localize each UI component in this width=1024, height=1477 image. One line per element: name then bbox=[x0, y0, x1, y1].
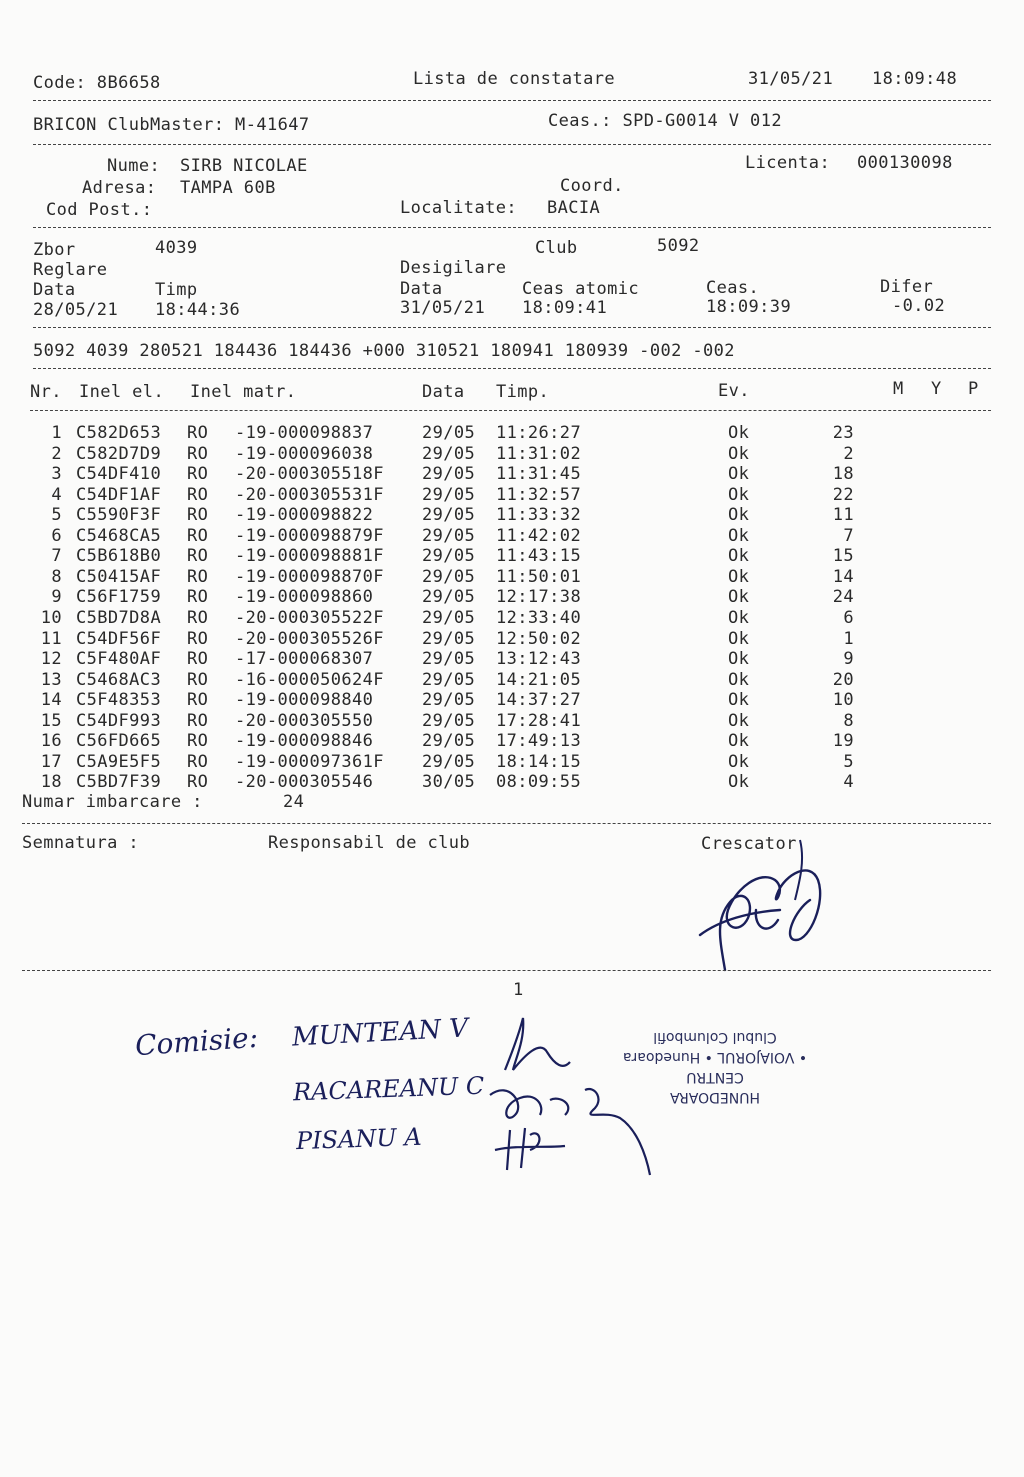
table-row bbox=[0, 629, 900, 650]
event-status: Ok bbox=[728, 751, 750, 772]
country: RO bbox=[187, 464, 209, 485]
stamp-line-3: • VOIAJORUL • Hunedoara bbox=[622, 1049, 808, 1065]
ring-number: -19-000098881F bbox=[235, 546, 384, 567]
country: RO bbox=[187, 649, 209, 670]
arrival-date: 29/05 bbox=[422, 731, 476, 752]
arrival-time: 12:50:02 bbox=[496, 628, 582, 649]
row-number: 7 bbox=[51, 546, 62, 567]
placement: 7 bbox=[843, 525, 854, 546]
reglare-date-label: Data bbox=[33, 280, 76, 300]
arrival-date: 29/05 bbox=[422, 505, 476, 526]
difference-label: Difer bbox=[880, 277, 934, 297]
document-title: Lista de constatare bbox=[413, 69, 616, 89]
electronic-ring: C582D7D9 bbox=[76, 443, 162, 464]
boarding-label: Numar imbarcare : bbox=[22, 792, 203, 812]
divider bbox=[33, 368, 991, 369]
row-number: 17 bbox=[40, 751, 62, 772]
arrival-date: 29/05 bbox=[422, 690, 476, 711]
electronic-ring: C56F1759 bbox=[76, 587, 162, 608]
placement: 9 bbox=[843, 649, 854, 670]
arrival-time: 11:32:57 bbox=[496, 484, 582, 505]
divider bbox=[30, 410, 991, 411]
placement: 8 bbox=[843, 710, 854, 731]
ring-number: -19-000098837 bbox=[235, 423, 374, 443]
country: RO bbox=[187, 566, 209, 587]
ring-number: -20-000305522F bbox=[235, 607, 384, 628]
electronic-ring: C5468AC3 bbox=[76, 669, 162, 690]
country: RO bbox=[187, 505, 209, 526]
arrival-time: 11:50:01 bbox=[496, 566, 582, 587]
event-status: Ok bbox=[728, 731, 750, 752]
event-status: Ok bbox=[728, 484, 750, 505]
row-number: 10 bbox=[40, 607, 62, 628]
locality: BACIA bbox=[547, 198, 601, 218]
row-number: 15 bbox=[40, 710, 62, 731]
arrival-time: 13:12:43 bbox=[496, 649, 582, 670]
table-row bbox=[0, 567, 900, 588]
country: RO bbox=[187, 423, 209, 443]
arrival-time: 12:33:40 bbox=[496, 607, 582, 628]
arrival-time: 11:33:32 bbox=[496, 505, 582, 526]
row-number: 9 bbox=[51, 587, 62, 608]
reglare-time: 18:44:36 bbox=[155, 300, 241, 320]
arrival-date: 29/05 bbox=[422, 710, 476, 731]
breeder-signature bbox=[660, 840, 840, 980]
event-status: Ok bbox=[728, 525, 750, 546]
electronic-ring: C5B618B0 bbox=[76, 546, 162, 567]
country: RO bbox=[187, 772, 209, 793]
ring-number: -19-000097361F bbox=[235, 751, 384, 772]
arrival-time: 11:43:15 bbox=[496, 546, 582, 567]
arrival-date: 29/05 bbox=[422, 751, 476, 772]
clock-label: Ceas. bbox=[706, 278, 760, 298]
ring-number: -17-000068307 bbox=[235, 649, 374, 670]
country: RO bbox=[187, 628, 209, 649]
event-status: Ok bbox=[728, 464, 750, 485]
ring-number: -19-000098879F bbox=[235, 525, 384, 546]
locality-label: Localitate: bbox=[400, 198, 517, 218]
row-number: 18 bbox=[40, 772, 62, 793]
electronic-ring: C54DF1AF bbox=[76, 484, 162, 505]
arrival-time: 17:28:41 bbox=[496, 710, 582, 731]
row-number: 8 bbox=[51, 566, 62, 587]
divider bbox=[22, 823, 991, 824]
row-number: 13 bbox=[40, 669, 62, 690]
country: RO bbox=[187, 443, 209, 464]
name-label: Nume: bbox=[107, 156, 161, 176]
col-p: P bbox=[968, 379, 979, 399]
divider bbox=[33, 327, 991, 328]
arrival-date: 29/05 bbox=[422, 525, 476, 546]
event-status: Ok bbox=[728, 628, 750, 649]
electronic-ring: C5F48353 bbox=[76, 690, 162, 711]
table-row bbox=[0, 423, 900, 444]
club-master-device: BRICON ClubMaster: M-41647 bbox=[33, 115, 310, 135]
arrival-time: 18:14:15 bbox=[496, 751, 582, 772]
handwritten-member-2: RACAREANU C bbox=[292, 1071, 485, 1107]
table-row bbox=[0, 752, 900, 773]
country: RO bbox=[187, 607, 209, 628]
placement: 14 bbox=[832, 566, 854, 587]
event-status: Ok bbox=[728, 607, 750, 628]
event-status: Ok bbox=[728, 690, 750, 711]
electronic-ring: C582D653 bbox=[76, 423, 162, 443]
table-row bbox=[0, 546, 900, 567]
arrival-date: 29/05 bbox=[422, 649, 476, 670]
table-row bbox=[0, 772, 900, 793]
placement: 2 bbox=[843, 443, 854, 464]
row-number: 3 bbox=[51, 464, 62, 485]
ring-number: -20-000305546 bbox=[235, 772, 374, 793]
electronic-ring: C54DF56F bbox=[76, 628, 162, 649]
stamp-line-2: CENTRU bbox=[686, 1069, 744, 1085]
electronic-ring: C5A9E5F5 bbox=[76, 751, 162, 772]
row-number: 14 bbox=[40, 690, 62, 711]
table-row bbox=[0, 731, 900, 752]
row-number: 2 bbox=[51, 443, 62, 464]
table-row bbox=[0, 608, 900, 629]
atomic-clock-time: 18:09:41 bbox=[522, 298, 608, 318]
placement: 4 bbox=[843, 772, 854, 793]
breeder-label: Crescator bbox=[701, 834, 797, 854]
table-row bbox=[0, 587, 900, 608]
arrival-time: 12:17:38 bbox=[496, 587, 582, 608]
placement: 5 bbox=[843, 751, 854, 772]
club-responsible-label: Responsabil de club bbox=[268, 833, 471, 853]
ring-number: -19-000098870F bbox=[235, 566, 384, 587]
divider bbox=[33, 227, 991, 228]
placement: 6 bbox=[843, 607, 854, 628]
arrival-date: 29/05 bbox=[422, 628, 476, 649]
col-inel-matr: Inel matr. bbox=[190, 382, 297, 402]
ring-number: -19-000098846 bbox=[235, 731, 374, 752]
arrival-time: 14:21:05 bbox=[496, 669, 582, 690]
arrival-time: 11:31:02 bbox=[496, 443, 582, 464]
ring-number: -19-000098840 bbox=[235, 690, 374, 711]
placement: 1 bbox=[843, 628, 854, 649]
zbor-number: 4039 bbox=[155, 238, 198, 258]
table-row bbox=[0, 464, 900, 485]
atomic-clock-label: Ceas atomic bbox=[522, 279, 639, 299]
arrival-time: 08:09:55 bbox=[496, 772, 582, 793]
stamp-line-4: Clubul Columbofil bbox=[653, 1029, 777, 1045]
arrival-time: 11:26:27 bbox=[496, 423, 582, 443]
club-number: 5092 bbox=[657, 236, 700, 256]
placement: 15 bbox=[832, 546, 854, 567]
row-number: 16 bbox=[40, 731, 62, 752]
event-status: Ok bbox=[728, 772, 750, 793]
table-row bbox=[0, 526, 900, 547]
club-stamp bbox=[615, 1027, 815, 1107]
row-number: 1 bbox=[51, 423, 62, 443]
placement: 19 bbox=[832, 731, 854, 752]
postal-code-label: Cod Post.: bbox=[46, 200, 153, 220]
event-status: Ok bbox=[728, 587, 750, 608]
electronic-ring: C5F480AF bbox=[76, 649, 162, 670]
arrival-date: 29/05 bbox=[422, 669, 476, 690]
placement: 23 bbox=[832, 423, 854, 443]
report-date: 31/05/21 bbox=[748, 69, 834, 89]
clock-time: 18:09:39 bbox=[706, 297, 792, 317]
electronic-ring: C54DF993 bbox=[76, 710, 162, 731]
clock-id: Ceas.: SPD-G0014 V 012 bbox=[548, 111, 782, 131]
table-row bbox=[0, 690, 900, 711]
divider bbox=[33, 100, 991, 101]
arrival-date: 29/05 bbox=[422, 443, 476, 464]
country: RO bbox=[187, 731, 209, 752]
arrival-date: 29/05 bbox=[422, 546, 476, 567]
table-row bbox=[0, 444, 900, 465]
ring-number: -20-000305550 bbox=[235, 710, 374, 731]
table-row bbox=[0, 485, 900, 506]
event-status: Ok bbox=[728, 443, 750, 464]
placement: 18 bbox=[832, 464, 854, 485]
desigilare-date: 31/05/21 bbox=[400, 298, 486, 318]
club-label: Club bbox=[535, 238, 578, 258]
row-number: 12 bbox=[40, 649, 62, 670]
event-status: Ok bbox=[728, 423, 750, 443]
desigilare-date-label: Data bbox=[400, 279, 443, 299]
country: RO bbox=[187, 525, 209, 546]
event-status: Ok bbox=[728, 546, 750, 567]
placement: 24 bbox=[832, 587, 854, 608]
ring-number: -19-000098822 bbox=[235, 505, 374, 526]
license-label: Licenta: bbox=[745, 153, 831, 173]
owner-address: TAMPA 60B bbox=[180, 178, 276, 198]
address-label: Adresa: bbox=[82, 178, 157, 198]
row-number: 11 bbox=[40, 628, 62, 649]
divider bbox=[33, 144, 991, 145]
event-status: Ok bbox=[728, 710, 750, 731]
handwritten-member-3: PISANU A bbox=[295, 1122, 423, 1156]
table-row bbox=[0, 670, 900, 691]
placement: 10 bbox=[832, 690, 854, 711]
page-number: 1 bbox=[513, 980, 524, 1000]
code-line: 5092 4039 280521 184436 184436 +000 310521 180941 180939 -002 -002 bbox=[33, 341, 735, 361]
electronic-ring: C56FD665 bbox=[76, 731, 162, 752]
placement: 20 bbox=[832, 669, 854, 690]
ring-number: -19-000096038 bbox=[235, 443, 374, 464]
country: RO bbox=[187, 484, 209, 505]
arrival-date: 30/05 bbox=[422, 772, 476, 793]
report-time: 18:09:48 bbox=[872, 69, 958, 89]
table-row bbox=[0, 711, 900, 732]
col-data: Data bbox=[422, 382, 465, 402]
country: RO bbox=[187, 751, 209, 772]
electronic-ring: C5590F3F bbox=[76, 505, 162, 526]
document-code: Code: 8B6658 bbox=[33, 73, 161, 93]
row-number: 5 bbox=[51, 505, 62, 526]
arrival-date: 29/05 bbox=[422, 566, 476, 587]
handwritten-member-1: MUNTEAN V bbox=[291, 1013, 469, 1053]
stamp-line-1: HUNEDOARA bbox=[670, 1089, 760, 1105]
event-status: Ok bbox=[728, 669, 750, 690]
col-ev: Ev. bbox=[718, 381, 750, 401]
electronic-ring: C5BD7D8A bbox=[76, 607, 162, 628]
arrival-date: 29/05 bbox=[422, 423, 476, 443]
electronic-ring: C50415AF bbox=[76, 566, 162, 587]
divider bbox=[22, 970, 991, 971]
arrival-date: 29/05 bbox=[422, 464, 476, 485]
country: RO bbox=[187, 690, 209, 711]
clock-difference: -0.02 bbox=[892, 296, 946, 316]
electronic-ring: C5468CA5 bbox=[76, 525, 162, 546]
country: RO bbox=[187, 587, 209, 608]
arrival-date: 29/05 bbox=[422, 484, 476, 505]
col-m: M bbox=[893, 379, 904, 399]
row-number: 4 bbox=[51, 484, 62, 505]
signature-label: Semnatura : bbox=[22, 833, 139, 853]
placement: 22 bbox=[832, 484, 854, 505]
electronic-ring: C54DF410 bbox=[76, 464, 162, 485]
reglare-time-label: Timp bbox=[155, 280, 198, 300]
reglare-date: 28/05/21 bbox=[33, 300, 119, 320]
arrival-date: 29/05 bbox=[422, 607, 476, 628]
table-row bbox=[0, 505, 900, 526]
boarding-count: 24 bbox=[283, 792, 305, 812]
country: RO bbox=[187, 669, 209, 690]
coord-label: Coord. bbox=[560, 176, 624, 196]
col-nr: Nr. bbox=[30, 382, 62, 402]
ring-number: -20-000305526F bbox=[235, 628, 384, 649]
country: RO bbox=[187, 710, 209, 731]
event-status: Ok bbox=[728, 649, 750, 670]
license-number: 000130098 bbox=[857, 153, 953, 173]
handwritten-commission-label: Comisie: bbox=[133, 1020, 260, 1063]
event-status: Ok bbox=[728, 566, 750, 587]
arrival-time: 14:37:27 bbox=[496, 690, 582, 711]
arrival-time: 11:42:02 bbox=[496, 525, 582, 546]
ring-number: -20-000305531F bbox=[235, 484, 384, 505]
table-row bbox=[0, 649, 900, 670]
arrival-time: 11:31:45 bbox=[496, 464, 582, 485]
country: RO bbox=[187, 546, 209, 567]
desigilare-label: Desigilare bbox=[400, 258, 507, 278]
col-timp: Timp. bbox=[496, 382, 550, 402]
reglare-label: Reglare bbox=[33, 260, 108, 280]
arrival-date: 29/05 bbox=[422, 587, 476, 608]
placement: 11 bbox=[832, 505, 854, 526]
electronic-ring: C5BD7F39 bbox=[76, 772, 162, 793]
ring-number: -20-000305518F bbox=[235, 464, 384, 485]
event-status: Ok bbox=[728, 505, 750, 526]
zbor-label: Zbor bbox=[33, 240, 76, 260]
col-y: Y bbox=[931, 379, 942, 399]
owner-name: SIRB NICOLAE bbox=[180, 156, 308, 176]
ring-number: -16-000050624F bbox=[235, 669, 384, 690]
ring-number: -19-000098860 bbox=[235, 587, 374, 608]
col-inel-el: Inel el. bbox=[79, 382, 165, 402]
arrival-time: 17:49:13 bbox=[496, 731, 582, 752]
row-number: 6 bbox=[51, 525, 62, 546]
